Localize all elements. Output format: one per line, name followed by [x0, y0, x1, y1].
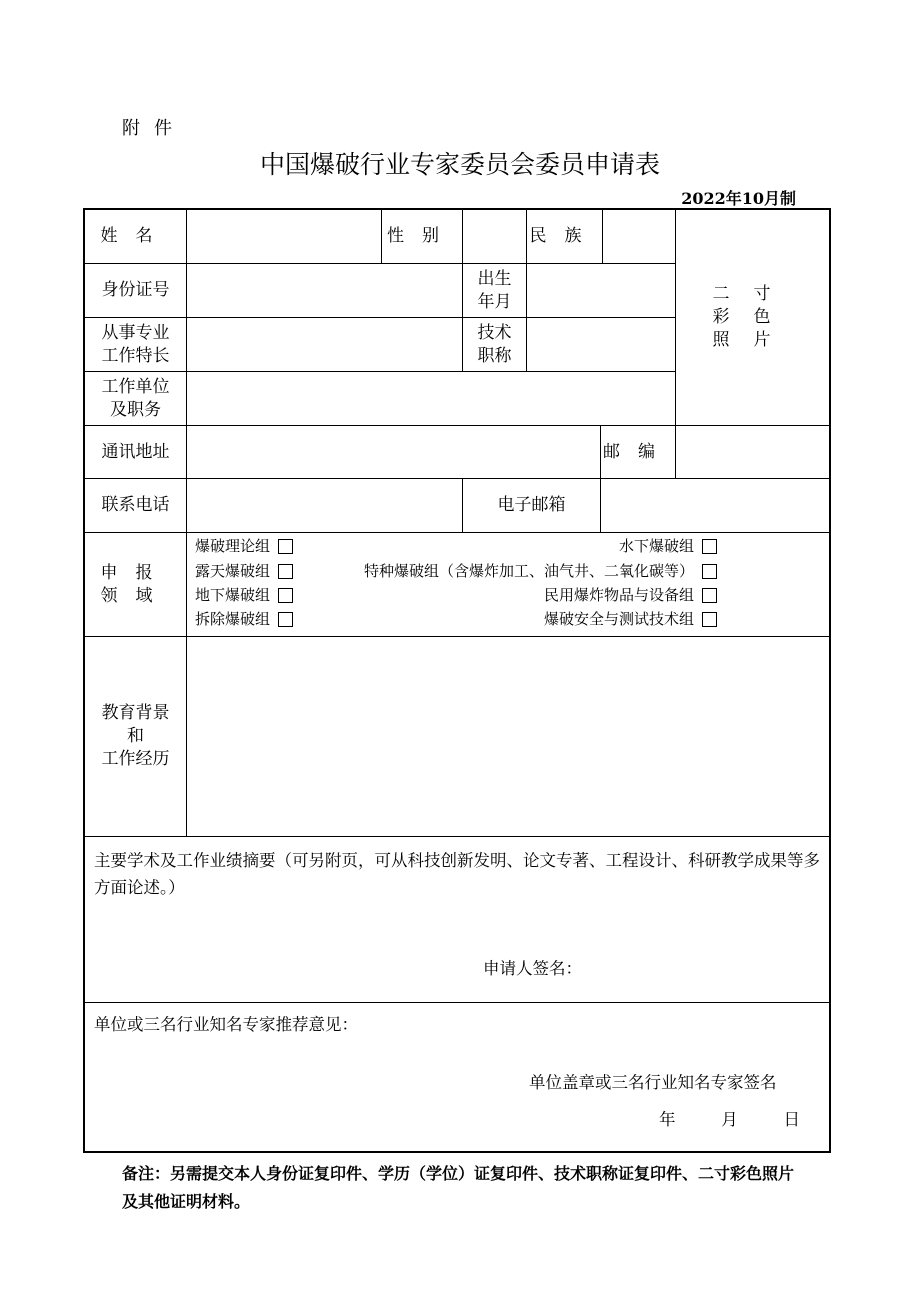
footer-note: 备注：另需提交本人身份证复印件、学历（学位）证复印件、技术职称证复印件、二寸彩色照片及其他证明材料。: [122, 1164, 795, 1211]
recommendation-label: 单位或三名行业知名专家推荐意见：: [94, 1015, 358, 1034]
application-form-table: [83, 208, 831, 1153]
address-field[interactable]: [187, 426, 600, 478]
technical-title-field[interactable]: [527, 318, 675, 371]
field-option-safety-testing[interactable]: 爆破安全与测试技术组: [544, 608, 717, 630]
birth-date-label: 出生 年月: [477, 268, 512, 312]
id-number-field[interactable]: [187, 264, 462, 317]
phone-label: 联系电话: [101, 495, 170, 515]
postcode-field[interactable]: [676, 426, 831, 478]
name-field[interactable]: [187, 210, 381, 263]
specialty-field[interactable]: [187, 318, 462, 371]
education-label: 教育背景 和 工作经历: [101, 703, 170, 769]
edition-date: 2022年10月制: [681, 189, 796, 208]
field-option-open-pit[interactable]: 露天爆破组: [195, 560, 293, 582]
field-option-special[interactable]: 特种爆破组（含爆炸加工、油气井、二氧化碳等）: [364, 560, 717, 582]
ethnicity-label: 民族: [529, 226, 600, 246]
field-label: 申报 领域: [100, 562, 171, 606]
achievements-instructions: 主要学术及工作业绩摘要（可另附页，可从科技创新发明、论文专著、工程设计、科研教学成果等多方面论述。）: [94, 851, 820, 897]
photo-placeholder[interactable]: 二寸 彩色 照片: [712, 284, 795, 350]
phone-field[interactable]: [187, 479, 462, 532]
field-option-demolition[interactable]: 拆除爆破组: [195, 608, 293, 630]
checkbox[interactable]: [278, 612, 293, 627]
checkbox[interactable]: [702, 588, 717, 603]
checkbox[interactable]: [702, 564, 717, 579]
field-option-underground[interactable]: 地下爆破组: [195, 584, 293, 606]
applicant-signature-label: 申请人签名：: [483, 959, 582, 978]
checkbox[interactable]: [702, 612, 717, 627]
postcode-label: 邮编: [603, 441, 673, 462]
field-option-underwater[interactable]: 水下爆破组: [619, 535, 717, 557]
form-title: 中国爆破行业专家委员会委员申请表: [259, 150, 660, 179]
education-field[interactable]: [187, 637, 831, 836]
technical-title-label: 技术 职称: [477, 322, 512, 366]
ethnicity-field[interactable]: [603, 210, 675, 263]
seal-signature-label: 单位盖章或三名行业知名专家签名: [529, 1073, 777, 1092]
id-number-label: 身份证号: [101, 280, 170, 300]
name-label: 姓名: [100, 226, 171, 246]
birth-date-field[interactable]: [527, 264, 675, 317]
employer-label: 工作单位 及职务: [101, 376, 170, 420]
email-field[interactable]: [601, 479, 831, 532]
email-label: 电子邮箱: [497, 495, 566, 515]
attachment-label: 附件: [122, 118, 186, 139]
field-option-civil-explosives[interactable]: 民用爆炸物品与设备组: [544, 584, 717, 606]
checkbox[interactable]: [278, 588, 293, 603]
date-label: 年 月 日: [659, 1110, 808, 1129]
employer-field[interactable]: [187, 372, 675, 425]
address-label: 通讯地址: [101, 441, 170, 462]
gender-label: 性别: [387, 226, 457, 246]
checkbox[interactable]: [278, 564, 293, 579]
specialty-label: 从事专业 工作特长: [101, 322, 170, 366]
checkbox[interactable]: [278, 539, 293, 554]
field-option-theory[interactable]: 爆破理论组: [195, 535, 293, 557]
gender-field[interactable]: [463, 210, 526, 263]
checkbox[interactable]: [702, 539, 717, 554]
